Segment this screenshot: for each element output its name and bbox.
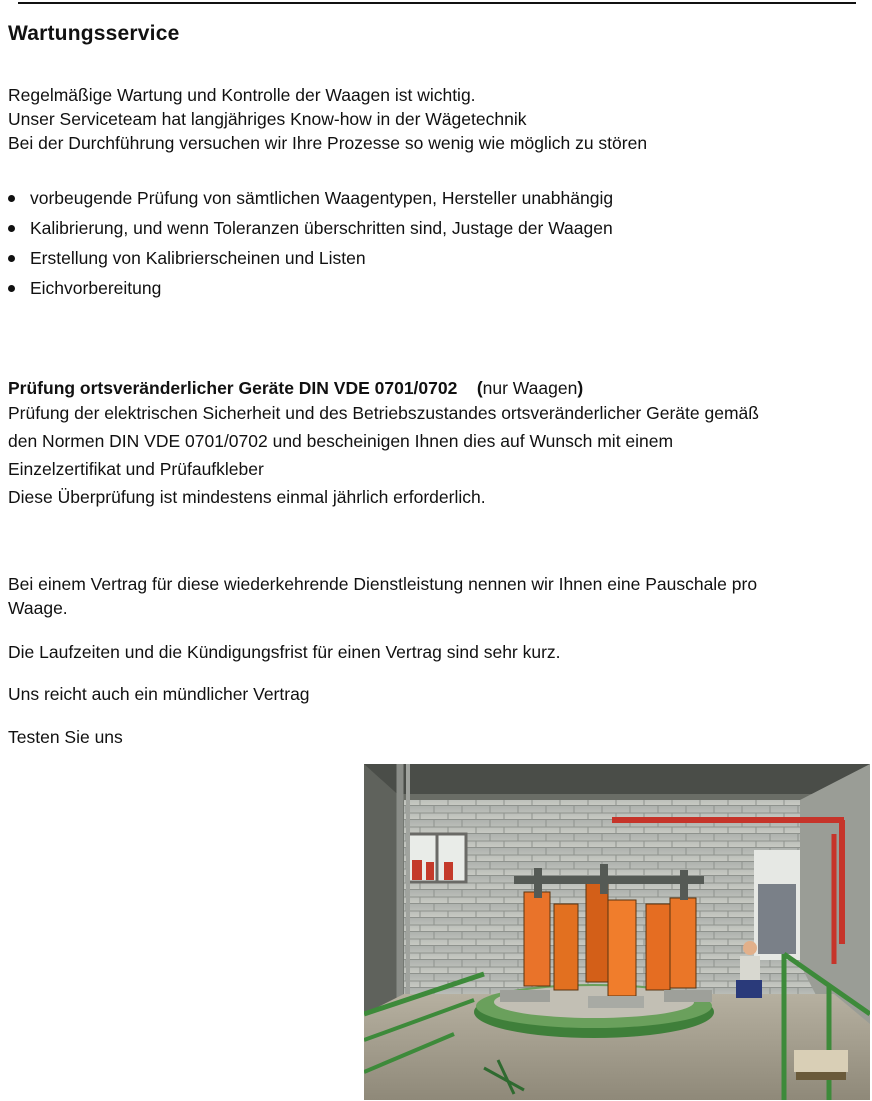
terms-text: Die Laufzeiten und die Kündigungsfrist für einen Vertrag sind sehr kurz.	[8, 642, 561, 662]
list-item	[8, 246, 613, 276]
list-item	[8, 186, 613, 216]
bullet-icon	[8, 225, 15, 232]
list-item	[8, 276, 613, 306]
workshop-photo	[364, 764, 870, 1100]
section-heading	[8, 376, 583, 400]
service-list	[8, 186, 613, 306]
list-item-text: Kalibrierung, und wenn Toleranzen überschritten sind, Justage der Waagen	[30, 218, 613, 238]
section-heading-main: Prüfung ortsveränderlicher Geräte DIN VDE 0701/0702	[8, 378, 458, 398]
section-heading-paren-open: (	[476, 378, 483, 398]
bullet-icon	[8, 285, 15, 292]
section-line: Prüfung der elektrischen Sicherheit und des Betriebszustandes ortsveränderlicher Geräte gemäß	[8, 403, 759, 423]
contract-line: Waage.	[8, 598, 68, 618]
bullet-icon	[8, 255, 15, 262]
list-item-text: vorbeugende Prüfung von sämtlichen Waagentypen, Hersteller unabhängig	[30, 188, 614, 208]
section-line: Diese Überprüfung ist mindestens einmal jährlich erforderlich.	[8, 487, 486, 507]
bullet-icon	[8, 195, 15, 202]
top-rule	[18, 2, 856, 4]
section-heading-note: nur Waagen	[482, 378, 578, 398]
section-paragraph	[8, 401, 759, 513]
intro-line: Unser Serviceteam hat langjähriges Know-how in der Wägetechnik	[8, 109, 527, 129]
verbal-contract-text: Uns reicht auch ein mündlicher Vertrag	[8, 684, 310, 704]
section-line: Einzelzertifikat und Prüfaufkleber	[8, 459, 264, 479]
call-to-action-text: Testen Sie uns	[8, 727, 123, 747]
section-heading-paren-close: )	[577, 378, 584, 398]
intro-line: Bei der Durchführung versuchen wir Ihre Prozesse so wenig wie möglich zu stören	[8, 133, 648, 153]
intro-line: Regelmäßige Wartung und Kontrolle der Waagen ist wichtig.	[8, 85, 476, 105]
intro-paragraph	[8, 83, 647, 155]
list-item-text: Erstellung von Kalibrierscheinen und Listen	[30, 248, 366, 268]
contract-line: Bei einem Vertrag für diese wiederkehrende Dienstleistung nennen wir Ihnen eine Pauschale pro	[8, 574, 758, 594]
list-item	[8, 216, 613, 246]
page-title: Wartungsservice	[8, 22, 180, 45]
contract-paragraph	[8, 572, 757, 620]
list-item-text: Eichvorbereitung	[30, 278, 162, 298]
section-line: den Normen DIN VDE 0701/0702 und bescheinigen Ihnen dies auf Wunsch mit einem	[8, 431, 674, 451]
